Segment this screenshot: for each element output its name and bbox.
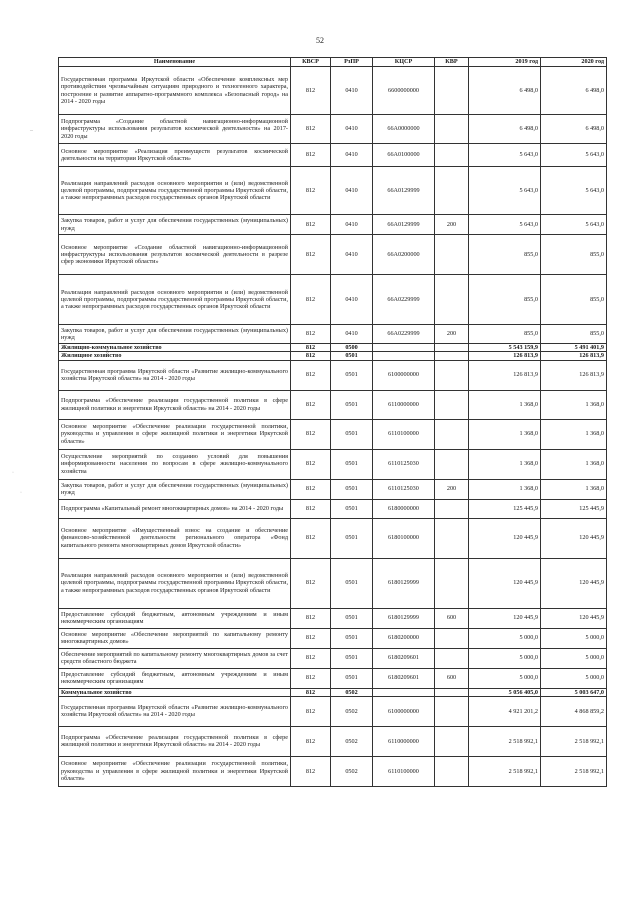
cell-kcsr: 6180129999: [373, 608, 435, 628]
column-header-kvr: КВР: [435, 58, 469, 67]
cell-2019: 1 368,0: [469, 390, 541, 419]
cell-name: Предоставление субсидий бюджетным, автономным учреждениям и иным некоммерческим организациям: [59, 608, 291, 628]
cell-kcsr: 66А0000000: [373, 115, 435, 144]
column-header-kcsr: КЦСР: [373, 58, 435, 67]
cell-2019: 5 643,0: [469, 215, 541, 235]
cell-kvr: [435, 518, 469, 558]
cell-2019: 126 813,9: [469, 360, 541, 390]
cell-kvsr: 812: [291, 235, 331, 275]
cell-2020: 1 368,0: [541, 390, 607, 419]
cell-name: Подпрограмма «Обеспечение реализации государственной политики в сфере жилищной политики и энергетики Иркутской области» на 2014 - 2020 годы: [59, 726, 291, 756]
cell-kvsr: 812: [291, 688, 331, 696]
cell-kvr: 200: [435, 479, 469, 499]
cell-kcsr: 66А0129999: [373, 167, 435, 215]
cell-2020: 5 000,0: [541, 648, 607, 668]
cell-name: Подпрограмма «Создание областной навигационно-информационной инфраструктуры использования результатов космической деятельности» на 2017-2020 годы: [59, 115, 291, 144]
cell-kcsr: 6180209601: [373, 668, 435, 688]
table-row: [59, 275, 607, 325]
cell-kvsr: 812: [291, 608, 331, 628]
cell-kvr: [435, 390, 469, 419]
table-row: [59, 518, 607, 558]
cell-2019: 120 445,9: [469, 558, 541, 608]
cell-kcsr: 66А0229999: [373, 275, 435, 325]
cell-kvsr: 812: [291, 352, 331, 360]
table-row: [59, 360, 607, 390]
cell-2019: 5 000,0: [469, 668, 541, 688]
cell-name: Коммунальное хозяйство: [59, 688, 291, 696]
cell-rzpr: 0501: [331, 419, 373, 449]
cell-name: Основное мероприятие «Создание областной навигационно-информационной инфраструктуры использования результатов космической деятельности в разрезе сфер экономики Иркутской области»: [59, 235, 291, 275]
cell-2019: 5 056 405,0: [469, 688, 541, 696]
cell-name: Обеспечение мероприятий по капитальному ремонту многоквартирных домов за счет средств областного бюджета: [59, 648, 291, 668]
cell-kcsr: 6110000000: [373, 726, 435, 756]
cell-2020: 126 813,9: [541, 352, 607, 360]
cell-2019: 6 498,0: [469, 67, 541, 115]
cell-2019: 5 643,0: [469, 167, 541, 215]
cell-2020: 120 445,9: [541, 518, 607, 558]
cell-rzpr: 0502: [331, 756, 373, 786]
cell-kvr: [435, 352, 469, 360]
cell-rzpr: 0410: [331, 144, 373, 167]
cell-2019: 120 445,9: [469, 518, 541, 558]
table-row: [59, 696, 607, 726]
table-row: [59, 115, 607, 144]
cell-kvr: [435, 419, 469, 449]
scan-mark: –: [30, 128, 33, 134]
cell-rzpr: 0502: [331, 696, 373, 726]
cell-name: Основное мероприятие «Имущественный взнос на создание и обеспечение финансово-хозяйственной деятельности регионального оператора «Фонд капитального ремонта многоквартирных домов Иркутской области»: [59, 518, 291, 558]
cell-rzpr: 0500: [331, 344, 373, 352]
table-row: [59, 344, 607, 352]
cell-kcsr: 66А0229999: [373, 325, 435, 344]
cell-kcsr: [373, 344, 435, 352]
column-header-rzpr: РзПР: [331, 58, 373, 67]
cell-2020: 125 445,9: [541, 499, 607, 518]
table-row: [59, 756, 607, 786]
cell-rzpr: 0501: [331, 648, 373, 668]
cell-name: Основное мероприятие «Обеспечение реализации государственной политики, руководства и управления в сфере жилищной политики и энергетики Иркутской области»: [59, 419, 291, 449]
cell-rzpr: 0501: [331, 558, 373, 608]
cell-name: Жилищно-коммунальное хозяйство: [59, 344, 291, 352]
cell-kvr: [435, 726, 469, 756]
cell-kcsr: 6180200000: [373, 628, 435, 648]
table-row: [59, 215, 607, 235]
cell-kvsr: 812: [291, 419, 331, 449]
cell-2019: 855,0: [469, 235, 541, 275]
cell-name: Государственная программа Иркутской области «Развитие жилищно-коммунального хозяйства Иркутской области» на 2014 - 2020 годы: [59, 360, 291, 390]
cell-2020: 120 445,9: [541, 608, 607, 628]
cell-kvr: 200: [435, 325, 469, 344]
page-number: 52: [316, 36, 324, 45]
cell-2020: 5 643,0: [541, 167, 607, 215]
cell-rzpr: 0501: [331, 352, 373, 360]
table-row: [59, 67, 607, 115]
table-row: [59, 235, 607, 275]
cell-kvsr: 812: [291, 67, 331, 115]
cell-kvsr: 812: [291, 628, 331, 648]
cell-2020: 6 498,0: [541, 115, 607, 144]
cell-name: Основное мероприятие «Обеспечение реализации государственной политики, руководства и управления в сфере жилищной политики и энергетики Иркутской области»: [59, 756, 291, 786]
table-row: [59, 688, 607, 696]
cell-kvr: [435, 756, 469, 786]
cell-kvr: [435, 67, 469, 115]
cell-name: Подпрограмма «Капитальный ремонт многоквартирных домов» на 2014 - 2020 годы: [59, 499, 291, 518]
table-row: [59, 628, 607, 648]
cell-kvsr: 812: [291, 696, 331, 726]
cell-2020: 1 368,0: [541, 479, 607, 499]
cell-kvsr: 812: [291, 360, 331, 390]
cell-kvsr: 812: [291, 648, 331, 668]
cell-kvr: [435, 360, 469, 390]
column-header-2020: 2020 год: [541, 58, 607, 67]
cell-kvr: [435, 167, 469, 215]
table-row: [59, 167, 607, 215]
table-header-row: [59, 58, 607, 67]
table-row: [59, 449, 607, 479]
cell-kvr: [435, 558, 469, 608]
cell-name: Реализация направлений расходов основного мероприятия и (или) ведомственной целевой программы, подпрограммы государственной программы Иркутской области, а также непрограммных расходов государственных органов Иркутской области: [59, 167, 291, 215]
cell-kcsr: 6180000000: [373, 499, 435, 518]
table-body: [59, 67, 607, 787]
cell-name: Закупка товаров, работ и услуг для обеспечения государственных (муниципальных) нужд: [59, 479, 291, 499]
cell-2019: 5 000,0: [469, 628, 541, 648]
cell-rzpr: 0501: [331, 449, 373, 479]
cell-rzpr: 0410: [331, 235, 373, 275]
cell-2020: 5 491 401,9: [541, 344, 607, 352]
cell-kvr: [435, 628, 469, 648]
budget-table: [58, 57, 607, 787]
cell-2020: 855,0: [541, 325, 607, 344]
cell-kvr: [435, 688, 469, 696]
cell-rzpr: 0501: [331, 608, 373, 628]
cell-rzpr: 0410: [331, 115, 373, 144]
table-row: [59, 352, 607, 360]
cell-2019: 5 000,0: [469, 648, 541, 668]
cell-name: Предоставление субсидий бюджетным, автономным учреждениям и иным некоммерческим организациям: [59, 668, 291, 688]
cell-2019: 120 445,9: [469, 608, 541, 628]
cell-kcsr: 6110100000: [373, 419, 435, 449]
cell-rzpr: 0501: [331, 518, 373, 558]
cell-name: Подпрограмма «Обеспечение реализации государственной политики в сфере жилищной политики и энергетики Иркутской области» на 2014 - 2020 годы: [59, 390, 291, 419]
cell-kvsr: 812: [291, 558, 331, 608]
cell-kcsr: 6110125030: [373, 449, 435, 479]
cell-kcsr: 66А0200000: [373, 235, 435, 275]
cell-2020: 2 518 992,1: [541, 726, 607, 756]
cell-2019: 1 368,0: [469, 479, 541, 499]
cell-kvr: 200: [435, 215, 469, 235]
table-row: [59, 608, 607, 628]
cell-2019: 6 498,0: [469, 115, 541, 144]
cell-kcsr: 66А0100000: [373, 144, 435, 167]
cell-2020: 855,0: [541, 275, 607, 325]
cell-kvr: [435, 648, 469, 668]
cell-kcsr: [373, 352, 435, 360]
cell-kcsr: 6180129999: [373, 558, 435, 608]
cell-kvsr: 812: [291, 215, 331, 235]
scan-mark: ·: [20, 490, 22, 496]
table-row: [59, 499, 607, 518]
cell-2020: 126 813,9: [541, 360, 607, 390]
cell-kcsr: 6600000000: [373, 67, 435, 115]
cell-kcsr: 6110100000: [373, 756, 435, 786]
cell-2020: 120 445,9: [541, 558, 607, 608]
column-header-name: Наименование: [59, 58, 291, 67]
cell-name: Основное мероприятие «Реализация преимуществ результатов космической деятельности на территории Иркутской области»: [59, 144, 291, 167]
column-header-2019: 2019 год: [469, 58, 541, 67]
cell-kvsr: 812: [291, 275, 331, 325]
cell-2019: 855,0: [469, 325, 541, 344]
cell-2019: 5 643,0: [469, 144, 541, 167]
cell-2019: 125 445,9: [469, 499, 541, 518]
cell-kvr: [435, 235, 469, 275]
cell-kvsr: 812: [291, 726, 331, 756]
cell-rzpr: 0501: [331, 360, 373, 390]
cell-name: Реализация направлений расходов основного мероприятия и (или) ведомственной целевой программы, подпрограммы государственной программы Иркутской области, а также непрограммных расходов государственных органов Иркутской области: [59, 275, 291, 325]
table-row: [59, 668, 607, 688]
cell-name: Реализация направлений расходов основного мероприятия и (или) ведомственной целевой программы, подпрограммы государственной программы Иркутской области, а также непрограммных расходов государственных органов Иркутской области: [59, 558, 291, 608]
cell-2020: 6 498,0: [541, 67, 607, 115]
cell-2019: 126 813,9: [469, 352, 541, 360]
cell-2020: 1 368,0: [541, 449, 607, 479]
cell-rzpr: 0410: [331, 67, 373, 115]
cell-kvr: 600: [435, 608, 469, 628]
cell-kvsr: 812: [291, 115, 331, 144]
cell-name: Закупка товаров, работ и услуг для обеспечения государственных (муниципальных) нужд: [59, 325, 291, 344]
cell-2019: 2 518 992,1: [469, 726, 541, 756]
cell-kcsr: [373, 688, 435, 696]
cell-rzpr: 0501: [331, 628, 373, 648]
table-row: [59, 558, 607, 608]
table-row: [59, 325, 607, 344]
cell-rzpr: 0502: [331, 726, 373, 756]
cell-name: Жилищное хозяйство: [59, 352, 291, 360]
cell-2020: 5 643,0: [541, 215, 607, 235]
table-row: [59, 144, 607, 167]
cell-2020: 5 000,0: [541, 668, 607, 688]
cell-rzpr: 0501: [331, 479, 373, 499]
cell-kcsr: 6110000000: [373, 390, 435, 419]
cell-2020: 1 368,0: [541, 419, 607, 449]
cell-kvsr: 812: [291, 479, 331, 499]
cell-kvsr: 812: [291, 756, 331, 786]
cell-rzpr: 0501: [331, 390, 373, 419]
cell-rzpr: 0410: [331, 167, 373, 215]
column-header-kvsr: КВСР: [291, 58, 331, 67]
cell-kvr: [435, 115, 469, 144]
scan-mark: ·: [12, 470, 14, 476]
cell-kvr: 600: [435, 668, 469, 688]
cell-kvsr: 812: [291, 144, 331, 167]
table-row: [59, 648, 607, 668]
cell-kvsr: 812: [291, 167, 331, 215]
cell-kvr: [435, 144, 469, 167]
cell-2019: 855,0: [469, 275, 541, 325]
cell-rzpr: 0501: [331, 668, 373, 688]
cell-kcsr: 6100000000: [373, 360, 435, 390]
cell-kvsr: 812: [291, 390, 331, 419]
cell-kcsr: 6110125030: [373, 479, 435, 499]
cell-rzpr: 0501: [331, 499, 373, 518]
cell-kvsr: 812: [291, 499, 331, 518]
cell-kvr: [435, 449, 469, 479]
cell-kvsr: 812: [291, 344, 331, 352]
cell-name: Осуществление мероприятий по созданию условий для повышения информированности населения по вопросам в сфере жилищно-коммунального хозяйства: [59, 449, 291, 479]
cell-kvr: [435, 696, 469, 726]
cell-kvsr: 812: [291, 668, 331, 688]
cell-2019: 1 368,0: [469, 419, 541, 449]
table-row: [59, 419, 607, 449]
cell-name: Государственная программа Иркутской области «Обеспечение комплексных мер противодействия чрезвычайным ситуациям природного и техногенного характера, построение и развитие аппаратно-программного комплекса «Безопасный город» на 2014 - 2020 годы: [59, 67, 291, 115]
cell-rzpr: 0410: [331, 325, 373, 344]
cell-name: Закупка товаров, работ и услуг для обеспечения государственных (муниципальных) нужд: [59, 215, 291, 235]
cell-name: Государственная программа Иркутской области «Развитие жилищно-коммунального хозяйства Иркутской области» на 2014 - 2020 годы: [59, 696, 291, 726]
cell-kvr: [435, 275, 469, 325]
cell-kvsr: 812: [291, 325, 331, 344]
cell-kcsr: 6180100000: [373, 518, 435, 558]
cell-kcsr: 6100000000: [373, 696, 435, 726]
table-row: [59, 726, 607, 756]
cell-2020: 5 643,0: [541, 144, 607, 167]
table-row: [59, 479, 607, 499]
cell-2019: 2 518 992,1: [469, 756, 541, 786]
cell-2020: 2 518 992,1: [541, 756, 607, 786]
cell-rzpr: 0410: [331, 275, 373, 325]
cell-2020: 5 000,0: [541, 628, 607, 648]
cell-kvr: [435, 499, 469, 518]
cell-kcsr: 6180209601: [373, 648, 435, 668]
cell-2019: 5 543 159,9: [469, 344, 541, 352]
cell-rzpr: 0502: [331, 688, 373, 696]
table-row: [59, 390, 607, 419]
cell-kcsr: 66А0129999: [373, 215, 435, 235]
cell-2020: 855,0: [541, 235, 607, 275]
cell-2019: 1 368,0: [469, 449, 541, 479]
cell-kvsr: 812: [291, 449, 331, 479]
cell-rzpr: 0410: [331, 215, 373, 235]
cell-name: Основное мероприятие «Обеспечение мероприятий по капитальному ремонту многоквартирных домов»: [59, 628, 291, 648]
cell-2020: 4 868 859,2: [541, 696, 607, 726]
cell-2020: 5 003 647,0: [541, 688, 607, 696]
cell-kvr: [435, 344, 469, 352]
cell-kvsr: 812: [291, 518, 331, 558]
cell-2019: 4 921 201,2: [469, 696, 541, 726]
